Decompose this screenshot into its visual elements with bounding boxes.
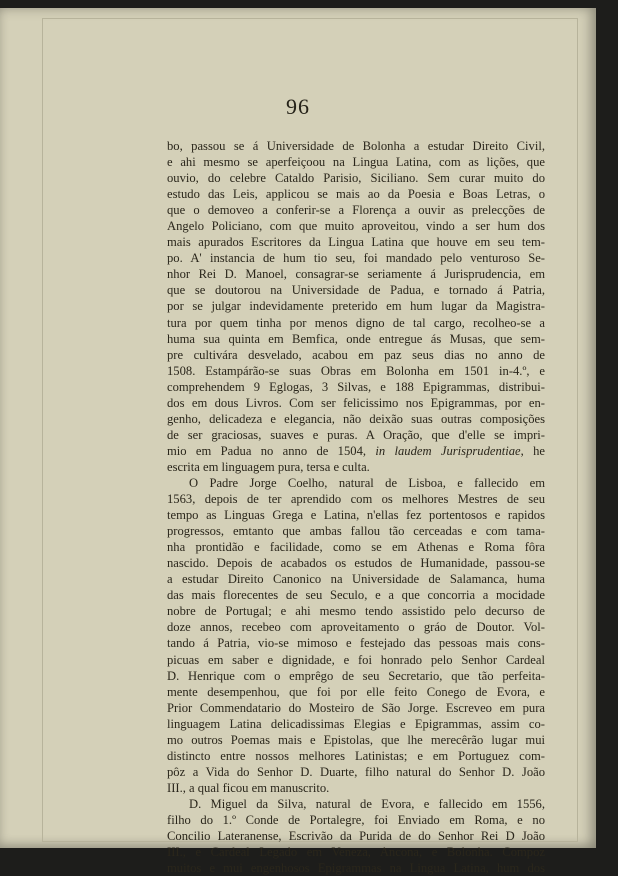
- text-line: genho, delicadeza e elegancia, não deixão suas outras composições: [167, 411, 545, 426]
- text-line: mo outros Poemas mais e Epistolas, que lhe merecêrão lugar mui: [167, 732, 545, 747]
- text-line: D. Miguel da Silva, natural de Evora, e fallecido em 1556,: [189, 796, 545, 811]
- text-line: 1563, depois de ter aprendido com os melhores Mestres de seu: [167, 492, 545, 507]
- text-line: picuas em saber e dignidade, e foi honrado pelo Senhor Cardeal: [167, 652, 545, 667]
- text-line: estudo das Leis, applicou se mais ao da Poesia e Boas Letras, o: [167, 187, 545, 202]
- text-line: tando á Patria, vio-se mimoso e festejado das pessoas mais cons-: [167, 636, 545, 651]
- text-line: mio em Padua no anno de 1504, in laudem Jurisprudentiae, he: [167, 443, 545, 458]
- text-line: dos em dous Livros. Com ser felicissimo nos Epigrammas, por en-: [167, 395, 545, 410]
- text-line: de ser graciosas, suaves e puras. A Oração, que d'elle se impri-: [167, 427, 545, 442]
- text-line: nha prontidão e facilidade, como se em Athenas e Roma fôra: [167, 540, 545, 555]
- text-line: tura por quem tinha por menos digno de tal cargo, recolheo-se a: [167, 315, 545, 330]
- text-line: e ahi mesmo se aperfeiçoou na Lingua Latina, com as lições, que: [167, 155, 545, 170]
- text-line: doze annos, recebeo com aproveitamento o gráo de Doutor. Vol-: [167, 620, 545, 635]
- text-line: III., a qual ficou em manuscrito.: [167, 780, 330, 795]
- body-text: [167, 138, 545, 876]
- text-line: muitos e mui engenhosos Epigrammas na Lingua Latina, hum dos: [167, 861, 545, 876]
- text-line: distincto entre nossos melhores Latinistas; e em Portuguez com-: [167, 748, 545, 763]
- text-line: 1508. Estampárão-se suas Obras em Bolonha em 1501 in-4.º, e: [167, 363, 545, 378]
- text-line: Angelo Policiano, com que muito aproveitou, vindo a ser hum dos: [167, 219, 545, 234]
- text-line: mente desempenhou, que foi por elle feito Conego de Evora, e: [167, 684, 545, 699]
- text-line: D. Henrique com o emprêgo de seu Secretario, que tão perfeita-: [167, 668, 545, 683]
- text-line: linguagem Latina delicadissimas Elegias e Epigrammas, assim co-: [167, 716, 545, 731]
- text-line: O Padre Jorge Coelho, natural de Lisboa, e fallecido em: [189, 475, 545, 490]
- text-line: comprehendem 9 Eglogas, 3 Silvas, e 188 Epigrammas, distribui-: [167, 379, 545, 394]
- text-line: pôz a Vida do Senhor D. Duarte, filho natural do Senhor D. João: [167, 764, 545, 779]
- text-line: progressos, emtanto que ambas fallou tão cerceadas e com tama-: [167, 524, 545, 539]
- page-number: 96: [286, 94, 310, 119]
- text-line: escrita em linguagem pura, tersa e culta.: [167, 459, 370, 474]
- text-line: que o demoveo a conferir-se a Florença a ouvir as prelecções de: [167, 203, 545, 218]
- text-line: po. A' instancia de hum tio seu, foi mandado pelo venturoso Se-: [167, 251, 545, 266]
- text-line: nhor Rei D. Manoel, consagrar-se seriamente á Jurisprudencia, em: [167, 267, 545, 282]
- text-line: ouvio, do celebre Cataldo Parisio, Siciliano. Sem curar muito do: [167, 171, 545, 186]
- text-line: por se julgar indevidamente preterido em hum lugar da Magistra-: [167, 299, 545, 314]
- text-line: a estudar Direito Canonico na Universidade de Salamanca, huma: [167, 572, 545, 587]
- text-line: nascido. Depois de acabados os estudos de Humanidade, passou-se: [167, 556, 545, 571]
- text-line: bo, passou se á Universidade de Bolonha a estudar Direito Civil,: [167, 139, 545, 153]
- text-line: III., e Cardeal Legado em Veneza, Ancona, e Bolonha. Compoz: [167, 845, 545, 860]
- text-line: nobre de Portugal; e ahi mesmo tendo assistido pelo decurso de: [167, 604, 545, 619]
- text-line: filho do 1.º Conde de Portalegre, foi Enviado em Roma, e no: [167, 812, 545, 827]
- text-line: mais apurados Escritores da Lingua Latina que houve em seu tem-: [167, 235, 545, 250]
- text-line: pre cultivára desvelado, acabou em paz seus dias no anno de: [167, 347, 545, 362]
- text-line: Concilio Lateranense, Escrivão da Purida de do Senhor Rei D João: [167, 829, 545, 844]
- text-line: Prior Commendatario do Mosteiro de São Jorge. Escreveo em pura: [167, 700, 545, 715]
- text-line: que se doutorou na Universidade de Padua, e tornado á Patria,: [167, 283, 545, 298]
- text-line: huma sua quinta em Bemfica, onde entregue ás Musas, que sem-: [167, 331, 545, 346]
- text-line: tempo as Linguas Grega e Latina, n'ellas fez portentosos e rapidos: [167, 508, 545, 523]
- book-page: [0, 8, 596, 876]
- text-line: das mais florecentes de seu Seculo, e a que concorria a mocidade: [167, 588, 545, 603]
